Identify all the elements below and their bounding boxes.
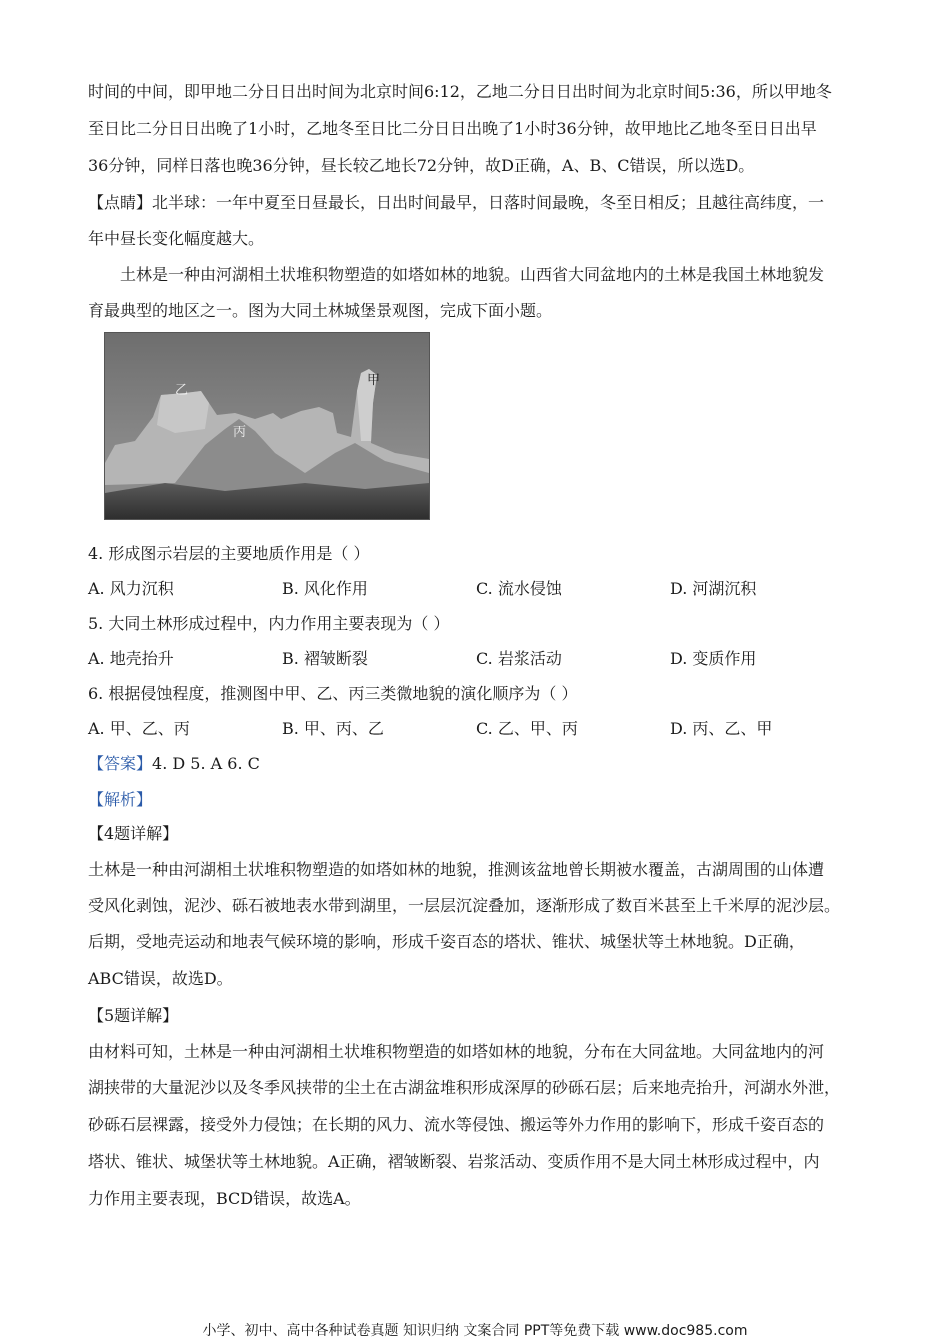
question-4-option-c: C. 流水侵蚀 <box>476 579 562 598</box>
question-5-option-d: D. 变质作用 <box>670 649 757 668</box>
detail-5-line-4: 塔状、锥状、城堡状等土林地貌。A正确，褶皱断裂、岩浆活动、变质作用不是大同土林形成过程中，内 <box>88 1152 820 1171</box>
question-6-option-a: A. 甲、乙、丙 <box>88 719 190 738</box>
question-6-stem: 6. 根据侵蚀程度，推测图中甲、乙、丙三类微地貌的演化顺序为（ ） <box>88 684 578 703</box>
detail-5-line-5: 力作用主要表现，BCD错误，故选A。 <box>88 1189 361 1208</box>
answer-text: 4. D 5. A 6. C <box>152 754 260 773</box>
detail-4-tag: 【4题详解】 <box>88 824 179 843</box>
tip-text-1: 北半球：一年中夏至日昼最长，日出时间最早，日落时间最晚，冬至日相反；且越往高纬度，一 <box>152 193 825 212</box>
tip-line-1 <box>88 193 824 213</box>
detail-4-line-3: 后期，受地壳运动和地表气候环境的影响，形成千姿百态的塔状、锥状、城堡状等土林地貌。D正确， <box>88 932 805 951</box>
question-4-option-a: A. 风力沉积 <box>88 579 174 598</box>
intro-line-3: 36分钟，同样日落也晚36分钟，昼长较乙地长72分钟，故D正确，A、B、C错误，所以选D。 <box>88 156 755 175</box>
question-5-option-c: C. 岩浆活动 <box>476 649 562 668</box>
photo-label-jia: 甲 <box>367 373 381 388</box>
question-6-option-b: B. 甲、丙、乙 <box>282 719 384 738</box>
question-5-stem: 5. 大同土林形成过程中，内力作用主要表现为（ ） <box>88 614 450 633</box>
detail-4-line-1: 土林是一种由河湖相土状堆积物塑造的如塔如林的地貌，推测该盆地曾长期被水覆盖，古湖周围的山体遭 <box>88 860 825 879</box>
material-line-2: 育最典型的地区之一。图为大同土林城堡景观图，完成下面小题。 <box>88 301 553 320</box>
detail-5-line-3: 砂砾石层裸露，接受外力侵蚀；在长期的风力、流水等侵蚀、搬运等外力作用的影响下，形成千姿百态的 <box>88 1115 825 1134</box>
answer-line <box>88 754 260 774</box>
tip-line-2: 年中昼长变化幅度越大。 <box>88 229 265 248</box>
analysis-tag: 【解析】 <box>88 790 153 809</box>
question-5-option-a: A. 地壳抬升 <box>88 649 174 668</box>
question-6-option-d: D. 丙、乙、甲 <box>670 719 773 738</box>
tip-tag: 【点睛】 <box>88 193 153 212</box>
question-6-option-c: C. 乙、甲、丙 <box>476 719 578 738</box>
detail-4-line-2: 受风化剥蚀，泥沙、砾石被地表水带到湖里，一层层沉淀叠加，逐渐形成了数百米甚至上千米厚的泥沙层。 <box>88 896 841 915</box>
detail-5-line-2: 湖挟带的大量泥沙以及冬季风挟带的尘土在古湖盆堆积形成深厚的砂砾石层；后来地壳抬升，河湖水外泄， <box>88 1078 841 1097</box>
question-4-stem: 4. 形成图示岩层的主要地质作用是（ ） <box>88 544 370 563</box>
earth-forest-illustration <box>105 333 429 519</box>
question-4-option-d: D. 河湖沉积 <box>670 579 757 598</box>
intro-line-1: 时间的中间，即甲地二分日日出时间为北京时间6:12，乙地二分日日出时间为北京时间5:36，所以甲地冬 <box>88 82 832 101</box>
question-4-option-b: B. 风化作用 <box>282 579 368 598</box>
question-5-option-b: B. 褶皱断裂 <box>282 649 368 668</box>
photo-label-yi: 乙 <box>175 383 189 398</box>
detail-5-line-1: 由材料可知，土林是一种由河湖相土状堆积物塑造的如塔如林的地貌，分布在大同盆地。大同盆地内的河 <box>88 1042 825 1061</box>
photo-label-bing: 丙 <box>233 425 247 440</box>
material-line-1: 土林是一种由河湖相土状堆积物塑造的如塔如林的地貌。山西省大同盆地内的土林是我国土林地貌发 <box>120 265 825 284</box>
page-footer: 小学、初中、高中各种试卷真题 知识归纳 文案合同 PPT等免费下载 www.doc985.com <box>202 1323 748 1339</box>
detail-4-line-4: ABC错误，故选D。 <box>88 969 233 988</box>
answer-tag: 【答案】 <box>88 754 153 773</box>
intro-line-2: 至日比二分日日出晚了1小时，乙地冬至日比二分日日出晚了1小时36分钟，故甲地比乙地冬至日日出早 <box>88 119 817 138</box>
earth-forest-photo <box>104 332 430 520</box>
detail-5-tag: 【5题详解】 <box>88 1006 179 1025</box>
